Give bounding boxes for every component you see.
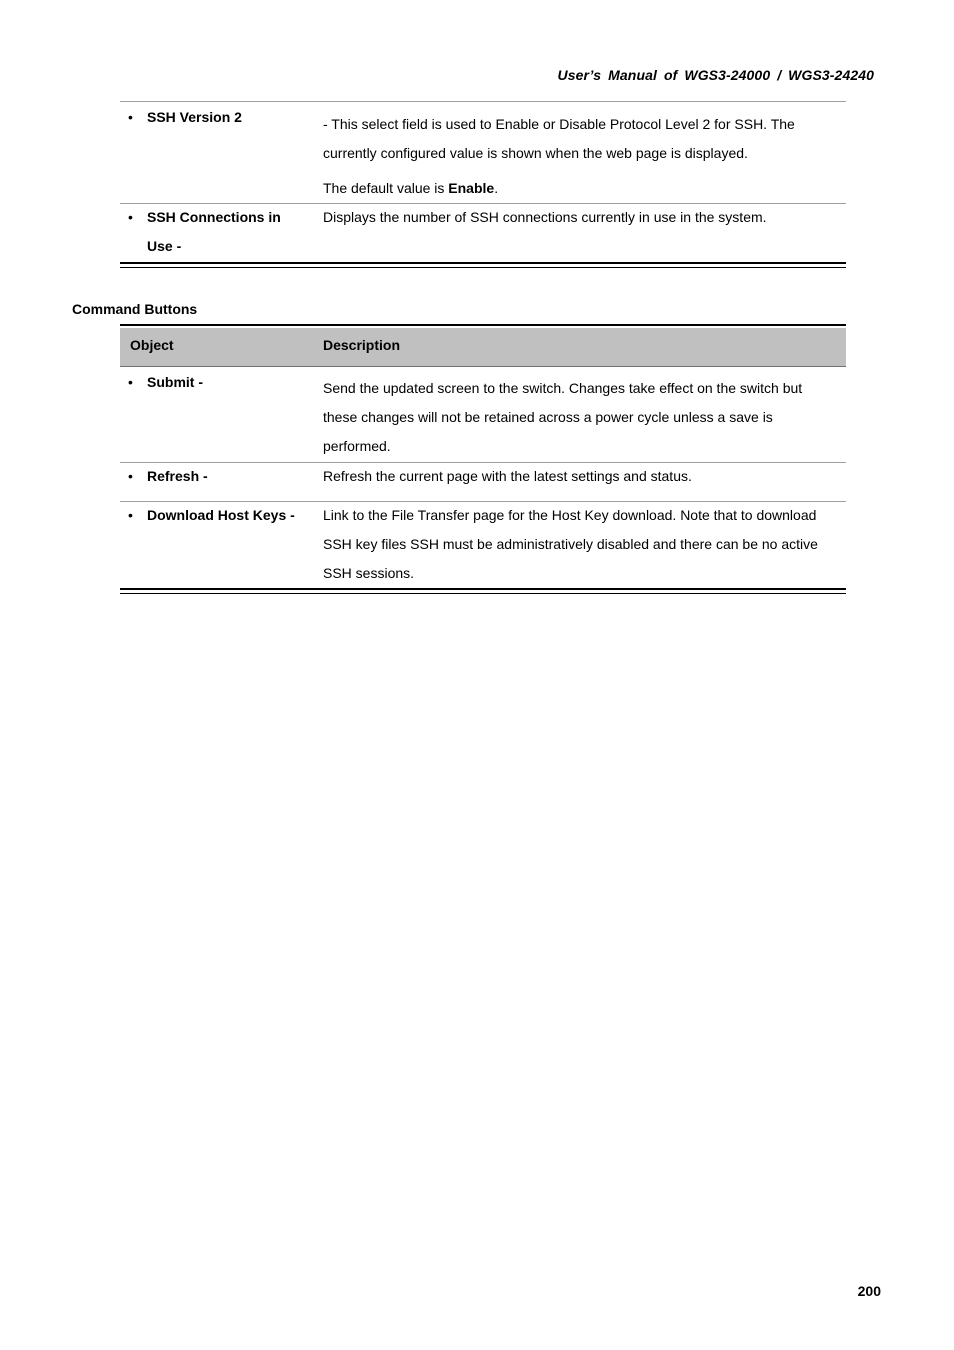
bullet-icon: • [128,468,133,484]
description-cell [323,462,843,491]
bullet-icon: • [128,507,133,523]
column-header-description: Description [323,337,401,353]
command-buttons-table [120,324,846,594]
description-line: - This select field is used to Enable or Disable Protocol Level 2 for SSH. The [323,116,795,132]
bullet-icon: • [128,109,133,125]
description-line: Displays the number of SSH connections currently in use in the system. [323,209,767,225]
section-title: Command Buttons [72,301,198,317]
default-suffix: . [494,180,499,196]
description-line: SSH sessions. [323,565,415,581]
page-number: 200 [857,1283,881,1299]
bullet-icon: • [128,209,133,225]
description-cell [323,203,843,232]
ssh-settings-table [120,101,846,267]
description-line: performed. [323,438,391,454]
object-label: SSH Version 2 [147,109,242,125]
description-cell [323,374,843,461]
table-bottom-rule [120,262,846,268]
object-cell [120,103,320,132]
header-divider [120,366,846,367]
object-label: Submit - [147,374,203,390]
object-cell [120,501,320,530]
description-line: Send the updated screen to the switch. Changes take effect on the switch but [323,380,803,396]
default-value-line [323,174,843,203]
object-label-line: SSH Connections in [147,209,281,225]
object-cell [120,368,320,397]
table-top-rule [120,101,846,102]
description-line: Link to the File Transfer page for the Host Key download. Note that to download [323,507,817,523]
description-line: Refresh the current page with the latest settings and status. [323,468,692,484]
description-cell [323,110,843,203]
bullet-icon: • [128,374,133,390]
description-line: SSH key files SSH must be administratively disabled and there can be no active [323,536,818,552]
column-header-object: Object [130,337,174,353]
page-header-title: User’s Manual of WGS3-24000 / WGS3-24240 [557,67,874,83]
object-label: Refresh - [147,468,208,484]
description-line: these changes will not be retained across a power cycle unless a save is [323,409,773,425]
table-bottom-rule [120,588,846,594]
object-cell [120,203,320,261]
table-header [120,328,846,366]
default-value: Enable [448,180,495,196]
object-label-line: Use - [147,238,182,254]
description-cell [323,501,843,588]
default-prefix: The default value is [323,180,449,196]
object-cell [120,462,320,491]
object-label: Download Host Keys - [147,507,295,523]
description-line: currently configured value is shown when the web page is displayed. [323,145,748,161]
